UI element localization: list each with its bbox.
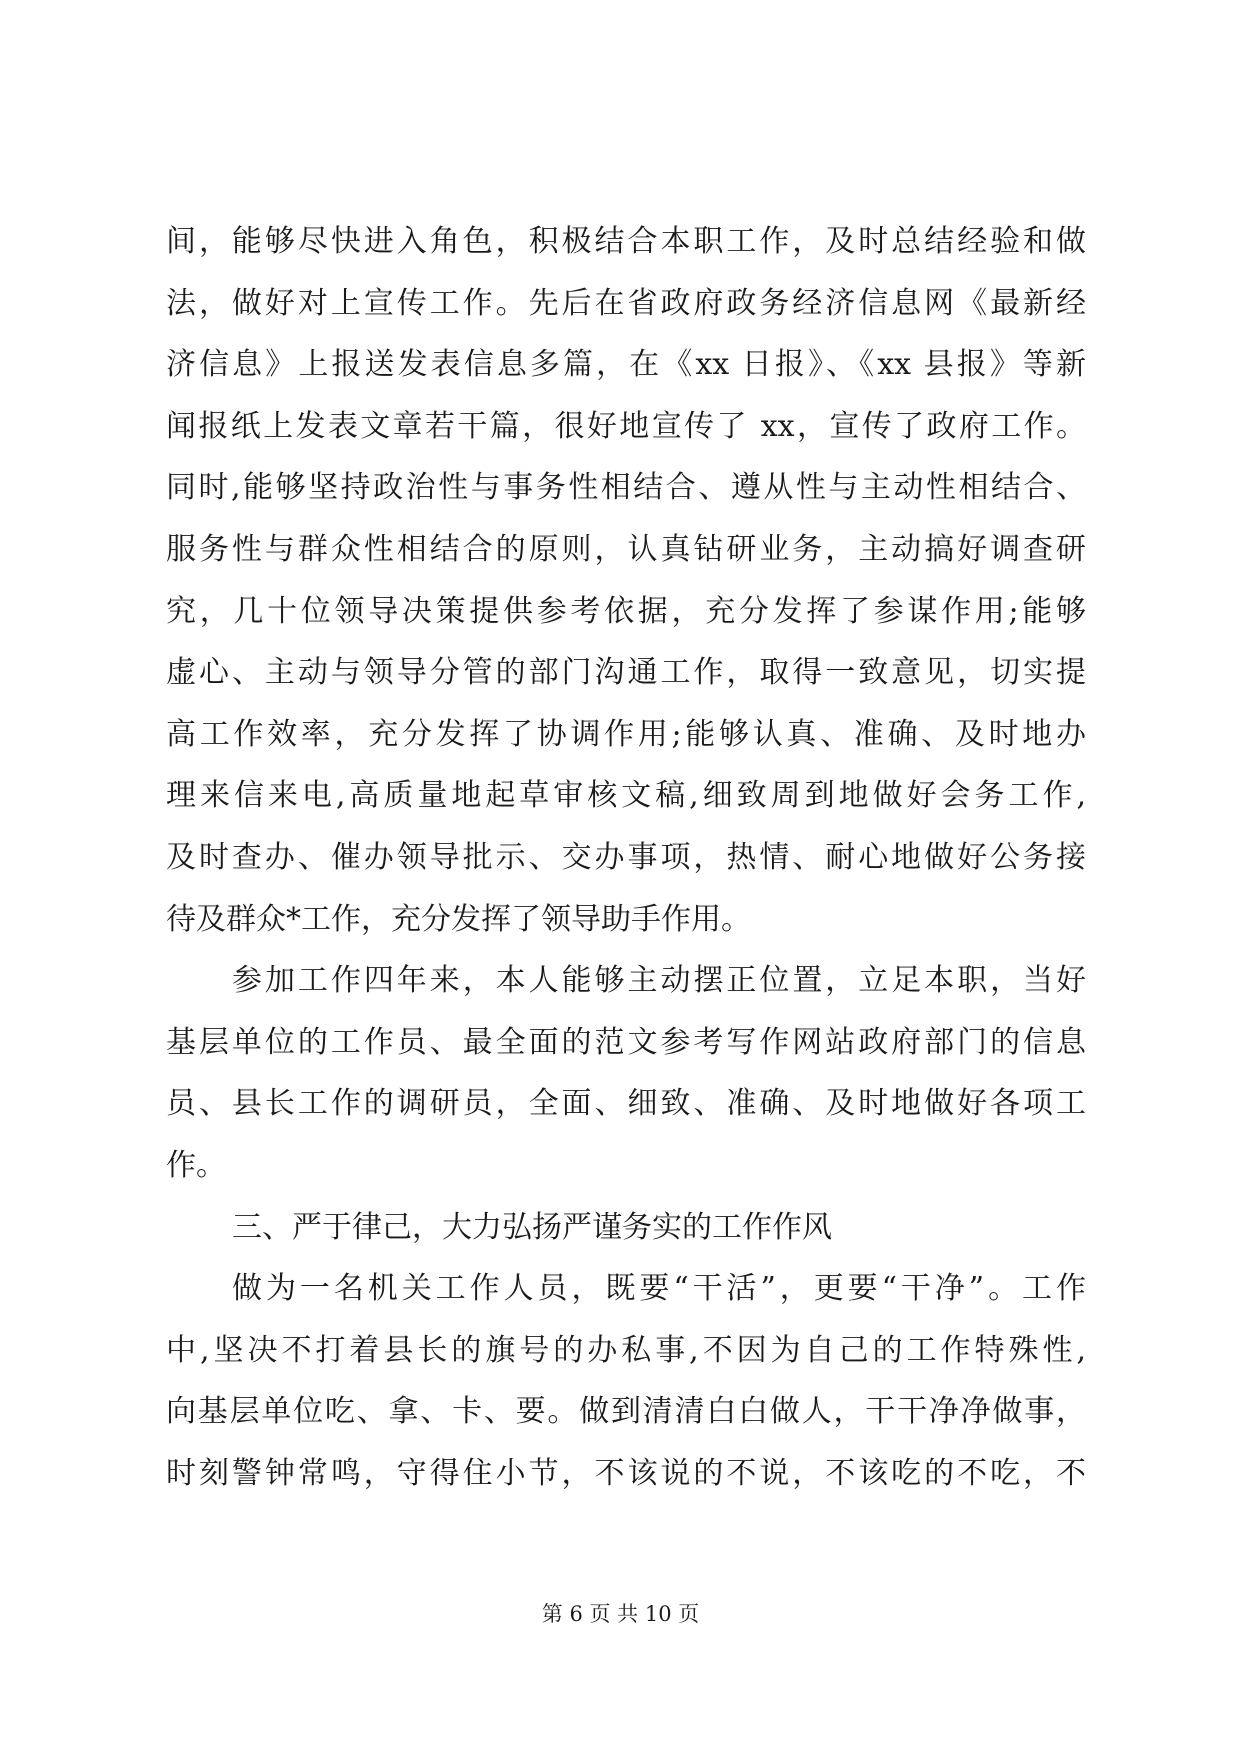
body-line: 同时,能够坚持政治性与事务性相结合、遵从性与主动性相结合、 <box>166 470 1086 506</box>
body-line: 参加工作四年来，本人能够主动摆正位置，立足本职，当好 <box>232 963 1086 999</box>
body-line: 服务性与群众性相结合的原则，认真钻研业务，主动搞好调查研 <box>166 531 1086 567</box>
body-line: 虚心、主动与领导分管的部门沟通工作，取得一致意见，切实提 <box>166 655 1086 691</box>
page-number-footer: 第 6 页 共 10 页 <box>541 1602 700 1626</box>
document-body <box>166 224 1086 1520</box>
body-line: 待及群众*工作，充分发挥了领导助手作用。 <box>166 901 751 937</box>
body-line: 员、县长工作的调研员，全面、细致、准确、及时地做好各项工 <box>166 1086 1086 1122</box>
body-line: 间，能够尽快进入角色，积极结合本职工作，及时总结经验和做 <box>166 224 1086 259</box>
body-line: 高工作效率，充分发挥了协调作用;能够认真、准确、及时地办 <box>166 716 1086 752</box>
body-line: 理来信来电,高质量地起草审核文稿,细致周到地做好会务工作, <box>166 778 1086 814</box>
body-line: 时刻警钟常鸣，守得住小节，不该说的不说，不该吃的不吃，不 <box>166 1455 1086 1491</box>
body-line: 闻报纸上发表文章若干篇，很好地宣传了 xx，宣传了政府工作。 <box>166 408 1086 444</box>
body-line: 法，做好对上宣传工作。先后在省政府政务经济信息网《最新经 <box>166 285 1086 321</box>
body-line: 做为一名机关工作人员，既要“干活”，更要“干净”。工作 <box>232 1271 1086 1307</box>
body-line: 作。 <box>166 1147 226 1183</box>
body-line: 济信息》上报送发表信息多篇，在《xx 日报》、《xx 县报》等新 <box>166 347 1086 383</box>
section-heading: 三、严于律己，大力弘扬严谨务实的工作作风 <box>232 1209 832 1245</box>
body-line: 及时查办、催办领导批示、交办事项，热情、耐心地做好公务接 <box>166 839 1086 875</box>
body-line: 向基层单位吃、拿、卡、要。做到清清白白做人，干干净净做事， <box>166 1394 1086 1430</box>
body-line: 究，几十位领导决策提供参考依据，充分发挥了参谋作用;能够 <box>166 593 1086 629</box>
body-line: 基层单位的工作员、最全面的范文参考写作网站政府部门的信息 <box>166 1024 1086 1060</box>
body-line: 中,坚决不打着县长的旗号的办私事,不因为自己的工作特殊性, <box>166 1332 1086 1368</box>
